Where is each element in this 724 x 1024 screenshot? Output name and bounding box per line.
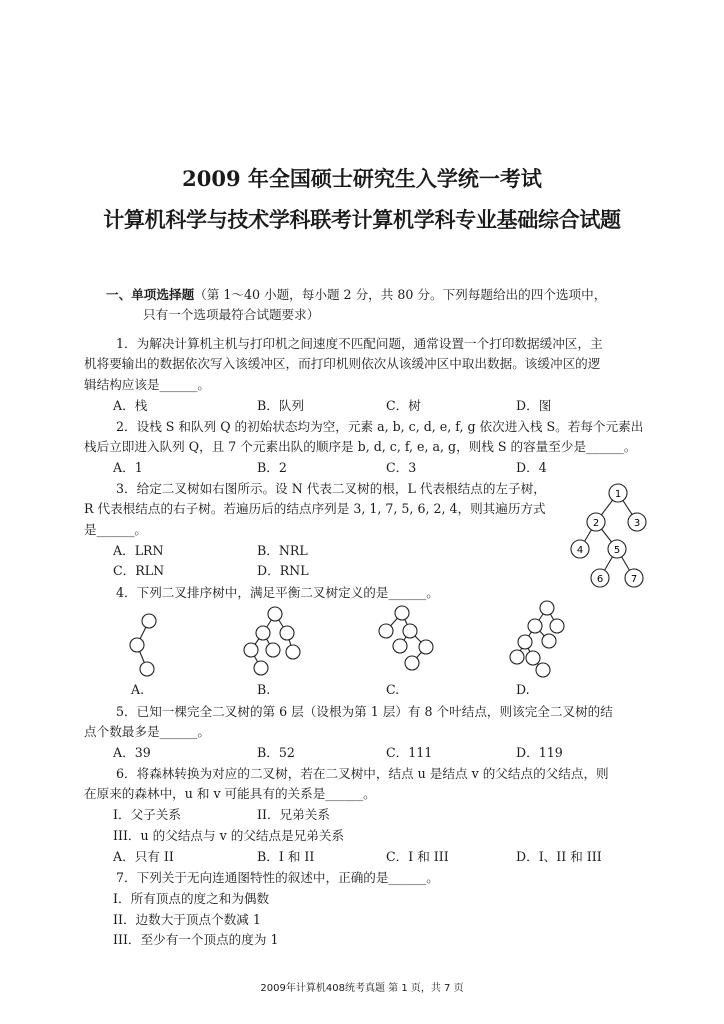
- q4-option-d: D.: [516, 682, 530, 697]
- q4-option-c: C.: [386, 682, 400, 697]
- tree-node: [625, 569, 643, 587]
- q3-binary-tree-figure: [560, 480, 660, 595]
- section-heading-line: [106, 286, 606, 303]
- section-heading: 一、单项选择题: [106, 287, 195, 302]
- q6-option-b: B．I 和 II: [257, 849, 315, 864]
- tree-node-label: 1: [614, 489, 622, 500]
- q7-statement-2: II．边数大于顶点个数减 1: [113, 912, 261, 927]
- q3-option-d: D．RNL: [257, 563, 309, 578]
- q2-option-c: C．3: [386, 460, 417, 475]
- tree-node: [571, 540, 589, 558]
- q2-line1: 2．设栈 S 和队列 Q 的初始状态均为空，元素 a, b, c, d, e, f, g 依次进入栈 S。若每个元素出: [116, 419, 644, 434]
- q1-line1: 1．为解决计算机主机与打印机之间速度不匹配问题，通常设置一个打印数据缓冲区，主: [116, 336, 603, 351]
- q4-option-b: B.: [257, 682, 271, 697]
- q2-option-b: B．2: [257, 460, 287, 475]
- q4-option-a: A.: [131, 682, 145, 697]
- q4-tree-c: [370, 600, 440, 682]
- exam-title: 2009 年全国硕士研究生入学统一考试: [182, 166, 542, 191]
- q4-tree-b: [235, 600, 305, 682]
- q1-line2: 机将要输出的数据依次写入该缓冲区，而打印机则依次从该缓冲区中取出数据。该缓冲区的逻: [84, 356, 601, 371]
- q7-statement-3: III．至少有一个顶点的度为 1: [113, 932, 279, 947]
- q4-line1: 4．下列二叉排序树中，满足平衡二叉树定义的是______。: [116, 585, 439, 600]
- q5-line2: 点个数最多是______。: [84, 724, 210, 739]
- q5-option-a: A．39: [113, 745, 151, 760]
- q5-option-b: B．52: [257, 745, 295, 760]
- q3-option-a: A．LRN: [113, 543, 164, 558]
- q2-line2: 栈后立即进入队列 Q，且 7 个元素出队的顺序是 b, d, c, f, e, a, g，则栈 S 的容量至少是______。: [84, 439, 637, 454]
- q7-line1: 7．下列关于无向连通图特性的叙述中，正确的是______。: [116, 870, 439, 885]
- tree-node-label: 6: [596, 574, 604, 585]
- q3-option-c: C．RLN: [113, 563, 165, 578]
- q2-option-d: D．4: [516, 460, 547, 475]
- section-instructions-cont: 只有一个选项最符合试题要求）: [143, 307, 320, 322]
- tree-node-label: 5: [613, 545, 621, 556]
- tree-node: [628, 513, 646, 531]
- q1-option-a: A．栈: [113, 398, 148, 413]
- q4-tree-a: [115, 607, 175, 683]
- q5-line1: 5．已知一棵完全二叉树的第 6 层（设根为第 1 层）有 8 个叶结点，则该完全二叉树的结: [116, 704, 613, 719]
- q6-line2: 在原来的森林中，u 和 v 可能具有的关系是______。: [84, 786, 376, 801]
- q1-line3: 辑结构应该是______。: [84, 377, 210, 392]
- q3-line1: 3．给定二叉树如右图所示。设 N 代表二叉树的根，L 代表根结点的左子树，: [116, 481, 546, 496]
- q6-statement-3: III．u 的父结点与 v 的父结点是兄弟关系: [113, 828, 345, 843]
- exam-subtitle: 计算机科学与技术学科联考计算机学科专业基础综合试题: [103, 207, 621, 232]
- tree-node-label: 2: [592, 518, 600, 529]
- tree-node-label: 7: [630, 574, 638, 585]
- q6-option-c: C．I 和 III: [386, 849, 449, 864]
- q3-line3: 是______。: [84, 522, 147, 537]
- tree-node: [591, 569, 609, 587]
- q5-option-c: C．111: [386, 745, 433, 760]
- q6-option-a: A．只有 II: [113, 849, 174, 864]
- q5-option-d: D．119: [516, 745, 563, 760]
- q3-line2: R 代表根结点的右子树。若遍历后的结点序列是 3, 1, 7, 5, 6, 2, 4，则其遍历方式: [84, 501, 546, 516]
- q4-tree-d: [505, 596, 575, 686]
- q6-line1: 6．将森林转换为对应的二叉树，若在二叉树中，结点 u 是结点 v 的父结点的父结点，则: [116, 766, 609, 781]
- tree-node-label: 3: [633, 518, 641, 529]
- q3-option-b: B．NRL: [257, 543, 308, 558]
- section-instructions: （第 1～40 小题，每小题 2 分，共 80 分。下列每题给出的四个选项中，: [194, 287, 607, 302]
- q1-option-c: C．树: [386, 398, 421, 413]
- q6-option-d: D．I、II 和 III: [516, 849, 602, 864]
- page-footer: 2009年计算机408统考真题 第 1 页，共 7 页: [260, 983, 464, 994]
- tree-node: [609, 484, 627, 502]
- q2-option-a: A．1: [113, 460, 143, 475]
- q7-statement-1: I．所有顶点的度之和为偶数: [113, 891, 270, 906]
- q1-option-d: D．图: [516, 398, 552, 413]
- tree-node-label: 4: [576, 545, 584, 556]
- tree-node: [587, 513, 605, 531]
- tree-node: [608, 540, 626, 558]
- q1-option-b: B．队列: [257, 398, 305, 413]
- q6-statement-1: I．父子关系: [113, 807, 181, 822]
- q6-statement-2: II．兄弟关系: [257, 807, 330, 822]
